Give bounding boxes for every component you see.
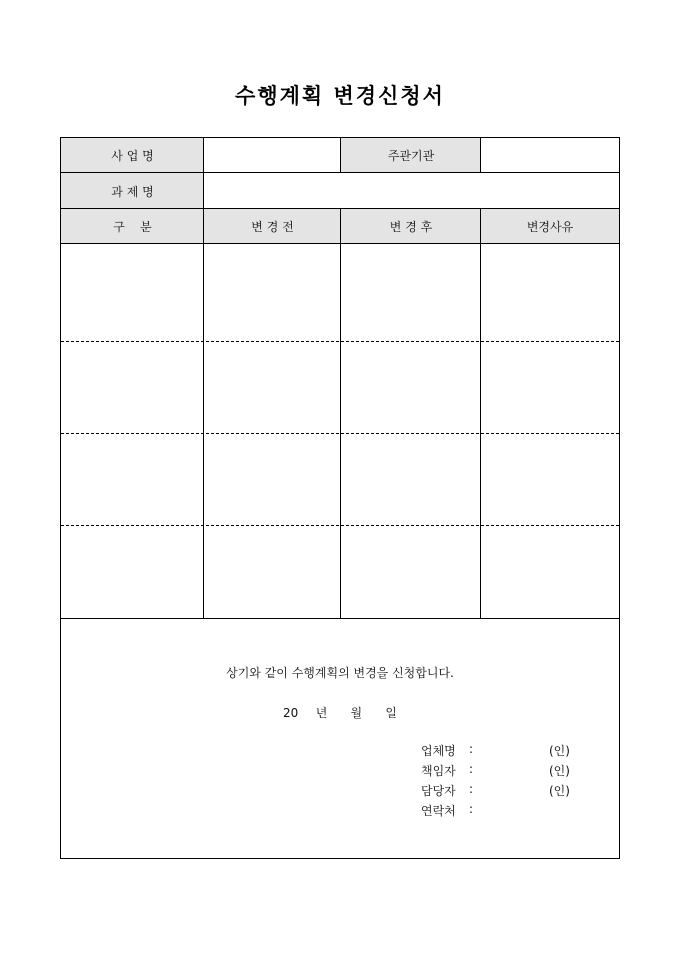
signature-colon: : [469, 782, 474, 796]
column-divider [340, 138, 341, 173]
organization-label: 주관기관 [341, 138, 481, 173]
entry-cell[interactable] [481, 526, 619, 618]
request-statement: 상기와 같이 수행계획의 변경을 신청합니다. [226, 666, 454, 680]
entry-cell[interactable] [61, 434, 204, 526]
entry-cell[interactable] [341, 526, 481, 618]
entry-cell[interactable] [341, 342, 481, 434]
column-divider [203, 173, 204, 209]
entry-cell[interactable] [204, 244, 341, 342]
column-divider [480, 138, 481, 173]
signature-label: 연락처 [421, 804, 456, 818]
column-divider [203, 209, 204, 619]
change-request-form [60, 137, 620, 859]
seal-mark: (인) [549, 744, 570, 758]
signature-label: 담당자 [421, 784, 456, 798]
business-name-field[interactable] [204, 138, 341, 173]
entry-cell[interactable] [481, 244, 619, 342]
header-after-change: 변 경 후 [341, 209, 481, 244]
form-title: 수행계획 변경신청서 [235, 83, 445, 108]
entry-cell[interactable] [204, 434, 341, 526]
column-divider [203, 138, 204, 173]
entry-cell[interactable] [341, 434, 481, 526]
signature-colon: : [469, 762, 474, 776]
signature-company-row[interactable] [421, 742, 581, 760]
signature-colon: : [469, 742, 474, 756]
business-name-label: 사 업 명 [61, 138, 204, 173]
seal-mark: (인) [549, 764, 570, 778]
date-line[interactable]: 20 년 월 일 [282, 706, 397, 720]
column-divider [340, 209, 341, 619]
header-category: 구 분 [61, 209, 204, 244]
signature-colon: : [469, 802, 474, 816]
signature-manager-row[interactable] [421, 762, 581, 780]
entry-cell[interactable] [204, 526, 341, 618]
header-change-reason: 변경사유 [481, 209, 619, 244]
entry-cell[interactable] [61, 244, 204, 342]
project-name-field[interactable] [204, 173, 619, 209]
organization-field[interactable] [481, 138, 619, 173]
signature-label: 업체명 [421, 744, 456, 758]
signature-phone-row[interactable] [421, 802, 581, 820]
project-name-label: 과 제 명 [61, 173, 204, 209]
entry-cell[interactable] [61, 526, 204, 618]
seal-mark: (인) [549, 784, 570, 798]
entry-cell[interactable] [481, 342, 619, 434]
entry-cell[interactable] [481, 434, 619, 526]
entry-cell[interactable] [61, 342, 204, 434]
column-divider [480, 209, 481, 619]
entry-cell[interactable] [341, 244, 481, 342]
signature-contact-person-row[interactable] [421, 782, 581, 800]
header-before-change: 변 경 전 [204, 209, 341, 244]
signature-label: 책임자 [421, 764, 456, 778]
entry-cell[interactable] [204, 342, 341, 434]
